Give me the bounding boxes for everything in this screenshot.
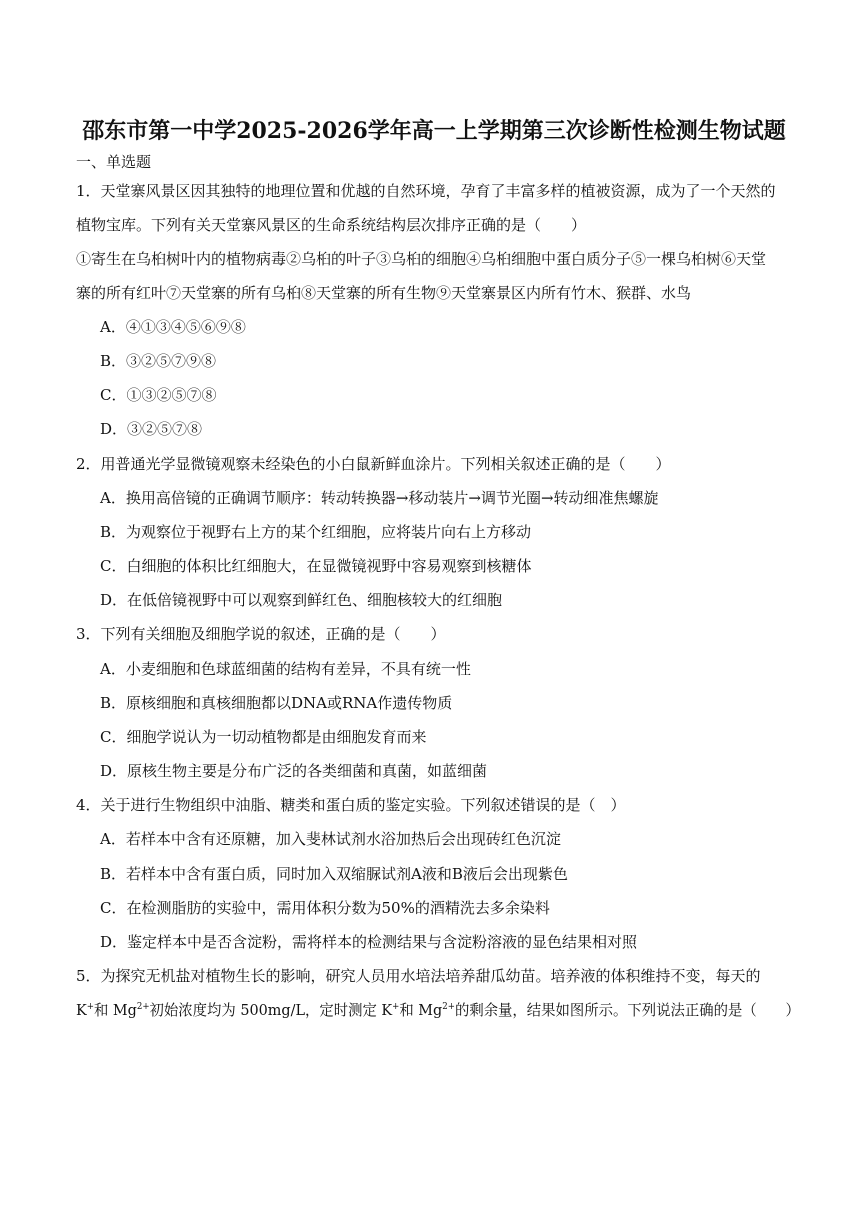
q1-option-d: D．③②⑤⑦⑧ xyxy=(100,420,203,438)
q5-k-charge: + xyxy=(86,1002,94,1012)
q5-and-mg: 和 Mg xyxy=(93,1001,137,1019)
section-heading: 一、单选题 xyxy=(76,153,152,171)
q1-stem-line-1: 1．天堂寨风景区因其独特的地理位置和优越的自然环境，孕育了丰富多样的植被资源，成为了一个天然的 xyxy=(76,182,776,200)
q3-option-b: B．原核细胞和真核细胞都以DNA或RNA作遗传物质 xyxy=(100,694,453,712)
q5-stem-line-1: 5．为探究无机盐对植物生长的影响，研究人员用水培法培养甜瓜幼苗。培养液的体积维持不变，每天的 xyxy=(76,967,761,985)
q1-option-c: C．①③②⑤⑦⑧ xyxy=(100,386,217,404)
q3-option-d: D．原核生物主要是分布广泛的各类细菌和真菌，如蓝细菌 xyxy=(100,762,488,780)
q4-option-b: B．若样本中含有蛋白质，同时加入双缩脲试剂A液和B液后会出现紫色 xyxy=(100,865,568,883)
q1-stem-line-3: ①寄生在乌桕树叶内的植物病毒②乌桕的叶子③乌桕的细胞④乌桕细胞中蛋白质分子⑤一棵乌桕树⑥天堂 xyxy=(76,250,767,268)
q5-and-mg-2: 和 Mg xyxy=(399,1001,443,1019)
q5-tail-text: 的剩余量，结果如图所示。下列说法正确的是（ ） xyxy=(454,1001,800,1019)
q3-stem: 3．下列有关细胞及细胞学说的叙述，正确的是（ ） xyxy=(76,625,446,643)
q4-stem: 4．关于进行生物组织中油脂、糖类和蛋白质的鉴定实验。下列叙述错误的是（ ） xyxy=(76,796,626,814)
q5-k-symbol: K xyxy=(76,1001,87,1019)
q2-option-c: C．白细胞的体积比红细胞大，在显微镜视野中容易观察到核糖体 xyxy=(100,557,532,575)
q4-option-c: C．在检测脂肪的实验中，需用体积分数为50%的酒精洗去多余染料 xyxy=(100,899,550,917)
q2-option-a: A．换用高倍镜的正确调节顺序：转动转换器→移动装片→调节光圈→转动细准焦螺旋 xyxy=(100,489,659,507)
exam-title: 邵东市第一中学2025-2026学年高一上学期第三次诊断性检测生物试题 xyxy=(82,118,786,144)
q1-stem-line-4: 寨的所有红叶⑦天堂寨的所有乌桕⑧天堂寨的所有生物⑨天堂寨景区内所有竹木、猴群、水鸟 xyxy=(76,284,692,302)
q4-option-a: A．若样本中含有还原糖，加入斐林试剂水浴加热后会出现砖红色沉淀 xyxy=(100,830,561,848)
q4-option-d: D．鉴定样本中是否含淀粉，需将样本的检测结果与含淀粉溶液的显色结果相对照 xyxy=(100,933,638,951)
q5-stem-line-2 xyxy=(76,1000,800,1020)
q1-stem-line-2: 植物宝库。下列有关天堂寨风景区的生命系统结构层次排序正确的是（ ） xyxy=(76,216,587,234)
q3-option-c: C．细胞学说认为一切动植物都是由细胞发育而来 xyxy=(100,728,427,746)
q5-mid-text: 初始浓度均为 500mg/L，定时测定 K xyxy=(149,1001,393,1019)
q3-option-a: A．小麦细胞和色球蓝细菌的结构有差异，不具有统一性 xyxy=(100,660,471,678)
q5-mg-charge-2: 2+ xyxy=(442,1002,455,1012)
q1-option-a: A．④①③④⑤⑥⑨⑧ xyxy=(100,318,246,336)
q2-stem: 2．用普通光学显微镜观察未经染色的小白鼠新鲜血涂片。下列相关叙述正确的是（ ） xyxy=(76,455,671,473)
q1-option-b: B．③②⑤⑦⑨⑧ xyxy=(100,352,217,370)
q2-option-b: B．为观察位于视野右上方的某个红细胞，应将装片向右上方移动 xyxy=(100,523,532,541)
q5-mg-charge: 2+ xyxy=(136,1002,150,1012)
q5-k-charge-2: + xyxy=(392,1002,400,1012)
q2-option-d: D．在低倍镜视野中可以观察到鲜红色、细胞核较大的红细胞 xyxy=(100,591,503,609)
